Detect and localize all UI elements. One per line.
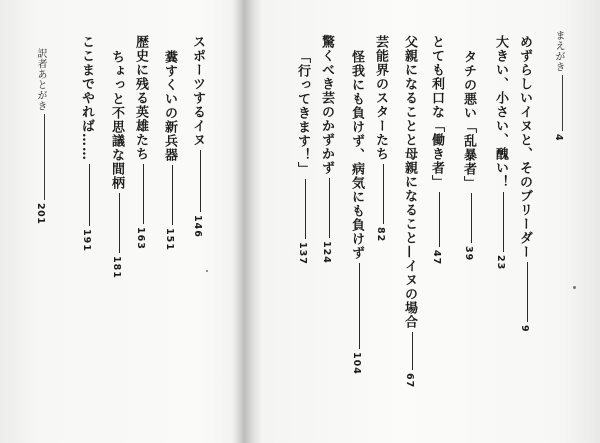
toc-entry-chapter (191, 35, 204, 238)
toc-label: 大きい、小さい、醜い！ (493, 35, 508, 189)
toc-label: 驚くべき芸のかずかず (319, 35, 334, 175)
toc-label: 芸能界のスターたち (373, 35, 388, 161)
toc-page-number: 124 (321, 241, 332, 264)
toc-page-number: 181 (111, 256, 122, 279)
toc-entry-chapter (320, 35, 333, 264)
toc-label: まえがき (553, 30, 564, 72)
leader-line (305, 179, 306, 239)
toc-page-number: 151 (164, 228, 175, 251)
paper-speck (206, 270, 208, 272)
leader-line (143, 164, 144, 224)
leader-line (89, 164, 90, 226)
toc-page-number: 82 (375, 227, 386, 243)
toc-page-number: 39 (463, 246, 474, 262)
toc-page-number: 201 (35, 203, 46, 225)
toc-label: 訳者あとがき (35, 48, 46, 111)
toc-entry-section (110, 50, 123, 279)
toc-entry-section (163, 50, 176, 251)
leader-line (172, 165, 173, 225)
toc-entry-chapter (518, 35, 531, 333)
toc-label: 怪我にも負けず、病気にも負けず (349, 50, 364, 260)
leader-line (439, 192, 440, 247)
toc-entry-section (462, 50, 475, 261)
toc-label: 父親になることと母親になること—イヌの場合 (402, 35, 417, 329)
toc-entry-section (350, 50, 363, 375)
toc-label: タチの悪い「乱暴者」 (461, 50, 476, 190)
leader-line (119, 193, 120, 253)
toc-label: 糞すくいの新兵器 (162, 50, 177, 162)
leader-line (329, 178, 330, 238)
toc-page-number: 67 (404, 373, 415, 389)
toc-entry-chapter (374, 35, 387, 242)
toc-label: ここまでやれば…… (79, 35, 94, 161)
toc-entry-chapter (80, 35, 93, 252)
leader-line (527, 262, 528, 322)
toc-entry-chapter (430, 35, 443, 265)
leader-line (412, 332, 413, 370)
leader-line (471, 193, 472, 243)
leader-line (200, 150, 201, 212)
toc-label: ちょっと不思議な間柄 (109, 50, 124, 190)
toc-page-number: 146 (192, 215, 203, 238)
leader-line (359, 263, 360, 349)
toc-page-number: 191 (81, 229, 92, 252)
toc-page-number: 47 (431, 250, 442, 266)
toc-page-number: 163 (135, 227, 146, 250)
toc-entry-chapter (403, 35, 416, 388)
book-gutter (236, 0, 254, 443)
toc-entry-section (296, 50, 309, 265)
toc-page-number: 4 (553, 134, 564, 142)
toc-entry-section (494, 35, 507, 270)
toc-label: 「行ってきます！」 (295, 50, 310, 176)
paper-speck (573, 286, 576, 289)
toc-page-number: 104 (351, 352, 362, 375)
toc-entry-atogaki (32, 48, 48, 224)
leader-line (383, 164, 384, 224)
leader-line (44, 114, 45, 200)
toc-page-number: 9 (519, 325, 530, 333)
toc-entry-maegaki (550, 30, 566, 141)
toc-label: 歴史に残る英雄たち (133, 35, 148, 161)
toc-label: めずらしいイヌと、そのブリーダー (517, 35, 532, 259)
toc-label: スポーツするイヌ (190, 35, 205, 147)
toc-label: とても利口な「働き者」 (429, 35, 444, 189)
toc-page-number: 137 (297, 242, 308, 265)
leader-line (562, 75, 563, 131)
toc-page-number: 23 (495, 255, 506, 271)
toc-entry-chapter (134, 35, 147, 250)
leader-line (503, 192, 504, 252)
